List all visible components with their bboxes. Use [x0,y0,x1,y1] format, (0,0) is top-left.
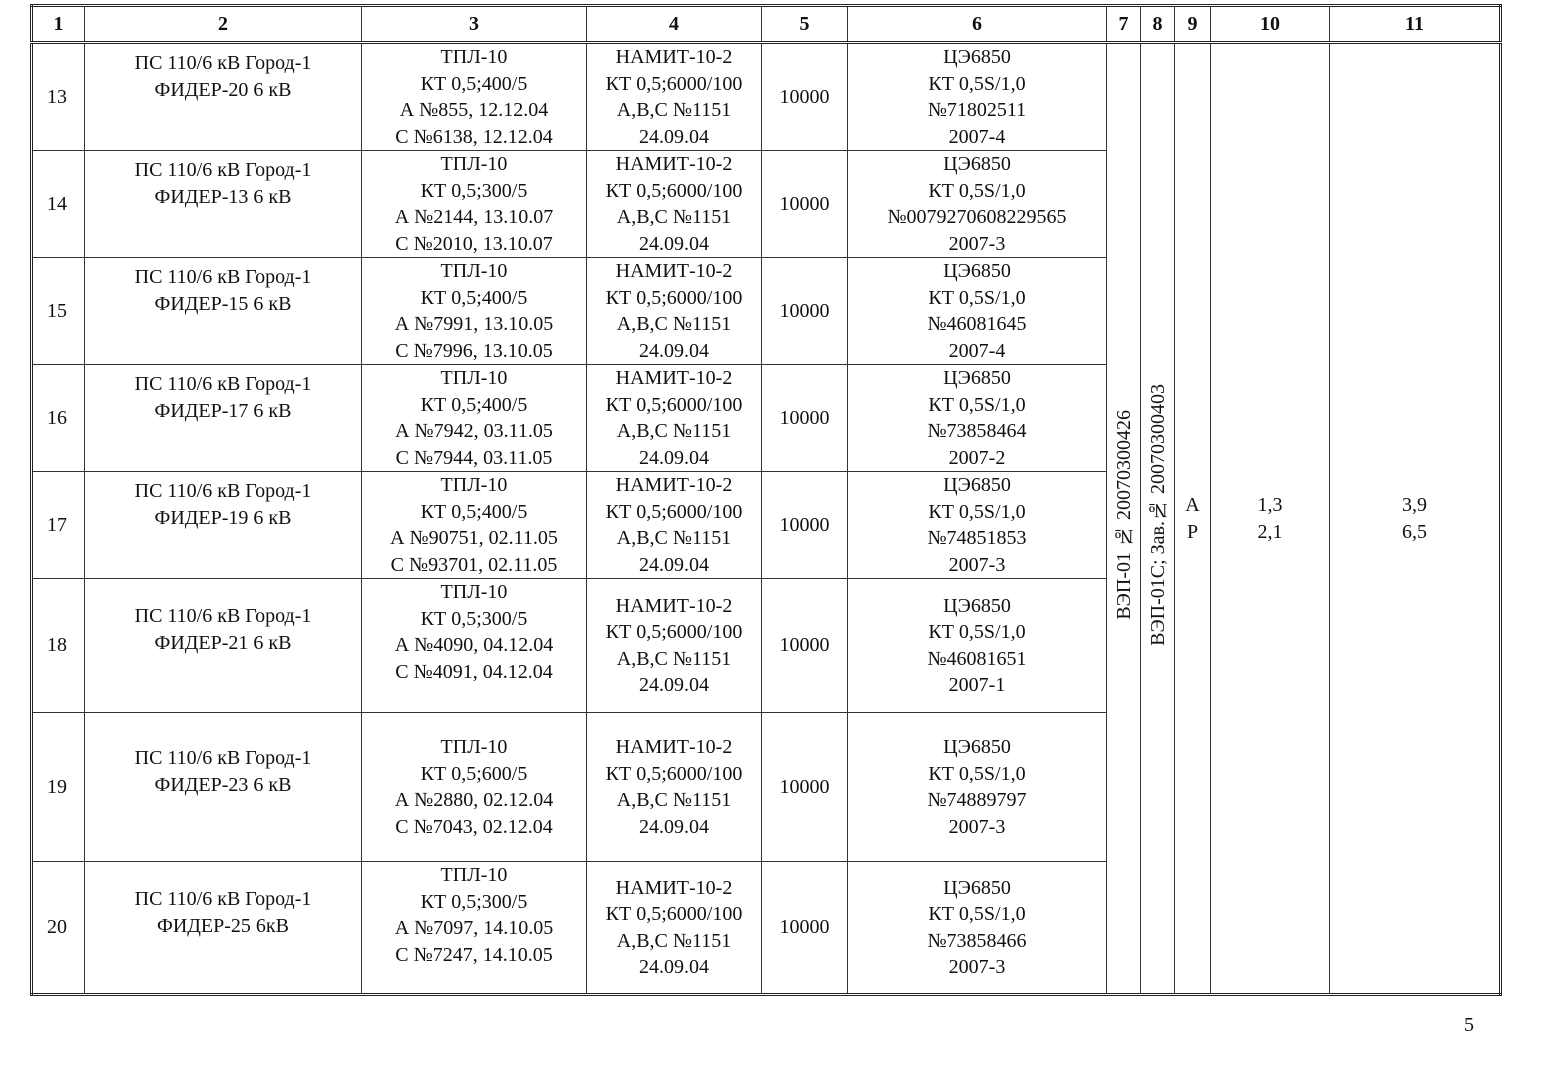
cell-line: ТПЛ-10 [440,864,508,886]
cell-line: №71802511 [927,99,1027,121]
cell-line: ПС 110/6 кВ Город-1 [134,605,312,627]
cell-line: КТ 0,5;400/5 [420,72,528,95]
col7-merged-cell [1107,43,1141,995]
cell-line: С №4091, 04.12.04 [395,660,553,683]
cell-line: НАМИТ-10-2 [615,153,733,175]
cell-line: КТ 0,5S/1,0 [928,762,1026,785]
row-number: 17 [32,472,85,579]
cell-line: КТ 0,5S/1,0 [928,179,1026,202]
cell-line: №73858464 [927,420,1027,442]
cell-line: КТ 0,5;6000/100 [605,286,743,309]
cell-line: НАМИТ-10-2 [615,594,733,617]
row-number: 13 [32,43,85,151]
row-number: 18 [32,579,85,713]
cell-line: А №2144, 13.10.07 [394,206,554,228]
voltage-transformer-cell [587,258,762,365]
cell-line: ПС 110/6 кВ Город-1 [134,52,312,74]
meter-cell [848,579,1107,713]
cell-line: КТ 0,5;6000/100 [605,500,743,523]
current-transformer-cell [362,365,587,472]
column-header-2: 2 [85,6,362,43]
current-transformer-cell [362,43,587,151]
cell-line: А,В,С №1151 [616,929,732,952]
cell-line: КТ 0,5;400/5 [420,393,528,416]
header-row [32,6,1501,43]
cell-line: №74851853 [927,527,1027,549]
cell-line: С №7944, 03.11.05 [395,446,553,469]
voltage-transformer-cell [587,472,762,579]
cell-line: С №7247, 14.10.05 [395,943,553,966]
current-transformer-cell [362,713,587,862]
row-number: 19 [32,713,85,862]
table-row [32,43,1501,151]
cell-line: №46081645 [927,313,1027,335]
cell-line: №46081651 [927,647,1027,670]
meter-cell [848,258,1107,365]
row-number: 20 [32,862,85,995]
cell-line: НАМИТ-10-2 [615,736,733,758]
voltage-transformer-cell [587,43,762,151]
cell-line: А №2880, 02.12.04 [394,789,554,811]
cell-line: ФИДЕР-19 6 кВ [154,506,292,529]
column-header-7: 7 [1107,6,1141,43]
cell-line: С №6138, 12.12.04 [395,125,553,148]
cell-line: 3,9 [1402,494,1427,516]
cell-line: А,В,С №1151 [616,420,732,442]
row-number: 16 [32,365,85,472]
cell-line: ФИДЕР-15 6 кВ [154,292,292,315]
cell-line: ЦЭ6850 [943,260,1011,282]
cell-line: С №7996, 13.10.05 [395,339,553,362]
cell-line: ЦЭ6850 [943,153,1011,175]
cell-line: КТ 0,5S/1,0 [928,72,1026,95]
cell-line: 2007-3 [948,956,1006,978]
cell-line: КТ 0,5;600/5 [420,762,528,785]
current-transformer-cell [362,579,587,713]
cell-line: А №7991, 13.10.05 [394,313,554,335]
cell-line: ЦЭ6850 [943,46,1011,68]
cell-line: 2007-2 [948,446,1006,469]
cell-line: ФИДЕР-23 6 кВ [154,773,292,796]
cell-line: А №4090, 04.12.04 [394,634,554,656]
ratio-cell: 10000 [762,151,848,258]
col11-merged-cell [1330,43,1501,995]
cell-line: А [1185,494,1200,516]
cell-line: КТ 0,5;300/5 [420,179,528,202]
cell-line: А,В,С №1151 [616,647,732,670]
cell-line: ФИДЕР-20 6 кВ [154,78,292,101]
current-transformer-cell [362,151,587,258]
column-header-1: 1 [32,6,85,43]
cell-line: КТ 0,5;6000/100 [605,179,743,202]
cell-line: 24.09.04 [639,815,709,838]
current-transformer-cell [362,472,587,579]
cell-line: НАМИТ-10-2 [615,367,733,389]
cell-line: КТ 0,5S/1,0 [928,286,1026,309]
column-header-4: 4 [587,6,762,43]
cell-line: 2007-3 [948,232,1006,255]
col10-merged-cell [1211,43,1330,995]
cell-line: КТ 0,5;6000/100 [605,72,743,95]
cell-line: 2007-1 [948,674,1006,696]
cell-line: ПС 110/6 кВ Город-1 [134,888,312,910]
cell-line: С №93701, 02.11.05 [390,553,558,576]
cell-line: КТ 0,5;300/5 [420,890,528,913]
cell-line: А №855, 12.12.04 [399,99,549,121]
cell-line: ЦЭ6850 [943,367,1011,389]
cell-line: С №7043, 02.12.04 [395,815,553,838]
ratio-cell: 10000 [762,862,848,995]
cell-line: ТПЛ-10 [440,46,508,68]
cell-line: КТ 0,5S/1,0 [928,393,1026,416]
cell-line: 2007-3 [948,553,1006,576]
ratio-cell: 10000 [762,579,848,713]
site-cell [85,713,362,862]
ratio-cell: 10000 [762,472,848,579]
cell-line: А,В,С №1151 [616,206,732,228]
cell-line: НАМИТ-10-2 [615,260,733,282]
cell-line: ФИДЕР-13 6 кВ [154,185,292,208]
ratio-cell: 10000 [762,713,848,862]
cell-line: КТ 0,5;6000/100 [605,903,743,925]
cell-line: КТ 0,5;6000/100 [605,621,743,643]
cell-line: ЦЭ6850 [943,594,1011,617]
cell-line: ЦЭ6850 [943,736,1011,758]
col8-vertical-text: ВЭП-01С; Зав.№ 20070300403 [1146,383,1169,646]
column-header-5: 5 [762,6,848,43]
column-header-8: 8 [1141,6,1175,43]
column-header-9: 9 [1175,6,1211,43]
voltage-transformer-cell [587,862,762,995]
cell-line: КТ 0,5S/1,0 [928,621,1026,643]
col9-merged-cell [1175,43,1211,995]
site-cell [85,43,362,151]
cell-line: 2007-3 [948,815,1006,838]
cell-line: А,В,С №1151 [616,99,732,121]
site-cell [85,258,362,365]
cell-line: А №7942, 03.11.05 [395,420,553,442]
column-header-10: 10 [1211,6,1330,43]
cell-line: 24.09.04 [639,446,709,469]
cell-line: А,В,С №1151 [616,527,732,549]
cell-line: №74889797 [927,789,1027,811]
voltage-transformer-cell [587,579,762,713]
cell-line: ТПЛ-10 [440,367,508,389]
column-header-11: 11 [1330,6,1501,43]
cell-line: НАМИТ-10-2 [615,474,733,496]
cell-line: ФИДЕР-25 6кВ [157,914,289,937]
site-cell [85,151,362,258]
site-cell [85,579,362,713]
cell-line: 24.09.04 [639,553,709,576]
cell-line: 2007-4 [948,339,1006,362]
cell-line: НАМИТ-10-2 [615,46,733,68]
meter-cell [848,365,1107,472]
meter-cell [848,472,1107,579]
cell-line: КТ 0,5;400/5 [420,500,528,523]
cell-line: ТПЛ-10 [440,153,508,175]
cell-line: ПС 110/6 кВ Город-1 [134,373,312,395]
measurement-table [30,4,1502,996]
cell-line: ПС 110/6 кВ Город-1 [134,480,312,502]
cell-line: 1,3 [1257,494,1283,516]
cell-line: №73858466 [927,929,1027,952]
voltage-transformer-cell [587,151,762,258]
cell-line: НАМИТ-10-2 [615,876,733,899]
voltage-transformer-cell [587,713,762,862]
site-cell [85,862,362,995]
cell-line: 24.09.04 [639,339,709,362]
cell-line: КТ 0,5S/1,0 [928,500,1026,523]
cell-line: 24.09.04 [639,956,709,978]
cell-line: КТ 0,5;6000/100 [605,393,743,416]
cell-line: 2007-4 [948,125,1006,148]
cell-line: А №90751, 02.11.05 [390,527,558,549]
ratio-cell: 10000 [762,43,848,151]
column-header-6: 6 [848,6,1107,43]
cell-line: 24.09.04 [639,674,709,696]
cell-line: ФИДЕР-17 6 кВ [154,399,292,422]
voltage-transformer-cell [587,365,762,472]
cell-line: ПС 110/6 кВ Город-1 [134,159,312,181]
cell-line: С №2010, 13.10.07 [395,232,553,255]
cell-line: ФИДЕР-21 6 кВ [154,631,292,654]
cell-line: КТ 0,5;6000/100 [605,762,743,785]
meter-cell [848,43,1107,151]
col8-merged-cell [1141,43,1175,995]
cell-line: А,В,С №1151 [616,313,732,335]
cell-line: Р [1186,520,1199,543]
site-cell [85,365,362,472]
cell-line: КТ 0,5;300/5 [420,607,528,630]
row-number: 15 [32,258,85,365]
meter-cell [848,713,1107,862]
current-transformer-cell [362,258,587,365]
page-number: 5 [1464,1014,1474,1036]
cell-line: 2,1 [1257,520,1283,543]
cell-line: 6,5 [1402,520,1427,543]
current-transformer-cell [362,862,587,995]
site-cell [85,472,362,579]
cell-line: ТПЛ-10 [440,260,508,282]
cell-line: А №7097, 14.10.05 [394,917,554,939]
meter-cell [848,862,1107,995]
ratio-cell: 10000 [762,365,848,472]
cell-line: №0079270608229565 [887,206,1067,228]
cell-line: А,В,С №1151 [616,789,732,811]
cell-line: 24.09.04 [639,232,709,255]
cell-line: ПС 110/6 кВ Город-1 [134,266,312,288]
cell-line: КТ 0,5;400/5 [420,286,528,309]
row-number: 14 [32,151,85,258]
col7-vertical-text: ВЭП-01 № 20070300426 [1112,409,1135,620]
cell-line: ПС 110/6 кВ Город-1 [134,747,312,769]
cell-line: КТ 0,5S/1,0 [928,903,1026,925]
cell-line: ЦЭ6850 [943,876,1011,899]
cell-line: ТПЛ-10 [440,736,508,758]
cell-line: 24.09.04 [639,125,709,148]
cell-line: ТПЛ-10 [440,474,508,496]
cell-line: ЦЭ6850 [943,474,1011,496]
meter-cell [848,151,1107,258]
cell-line: ТПЛ-10 [440,581,508,603]
ratio-cell: 10000 [762,258,848,365]
column-header-3: 3 [362,6,587,43]
